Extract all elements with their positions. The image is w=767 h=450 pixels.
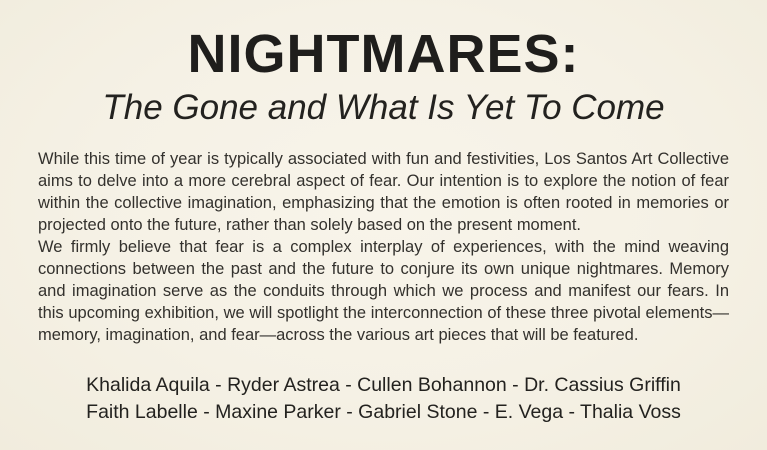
artist-names-block xyxy=(0,346,767,426)
page-subtitle: The Gone and What Is Yet To Come xyxy=(102,88,665,127)
page-title: NIGHTMARES: xyxy=(187,24,580,84)
description-paragraph-2: We firmly believe that fear is a complex interplay of experiences, with the mind weaving connections between the past and the future to conjure its own unique nightmares. Memory and imagination serve as the conduits through which we process and manifest our fears. In this upcoming exhibition, we will spotlight the interconnection of these three pivotal elements—memory, imagination, and fear—across the various art pieces that will be featured. xyxy=(38,238,729,344)
artist-names-line-2: Faith Labelle - Maxine Parker - Gabriel Stone - E. Vega - Thalia Voss xyxy=(86,401,681,423)
description-paragraph-1: While this time of year is typically associated with fun and festivities, Los Santos Art Collective aims to delve into a more cerebral aspect of fear. Our intention is to explore the notion of fear within the collective imagination, emphasizing that the emotion is often rooted in memories or projected onto the future, rather than solely based on the present moment. xyxy=(38,150,729,234)
artist-names-line-1: Khalida Aquila - Ryder Astrea - Cullen Bohannon - Dr. Cassius Griffin xyxy=(86,374,681,396)
description-block xyxy=(0,128,767,346)
